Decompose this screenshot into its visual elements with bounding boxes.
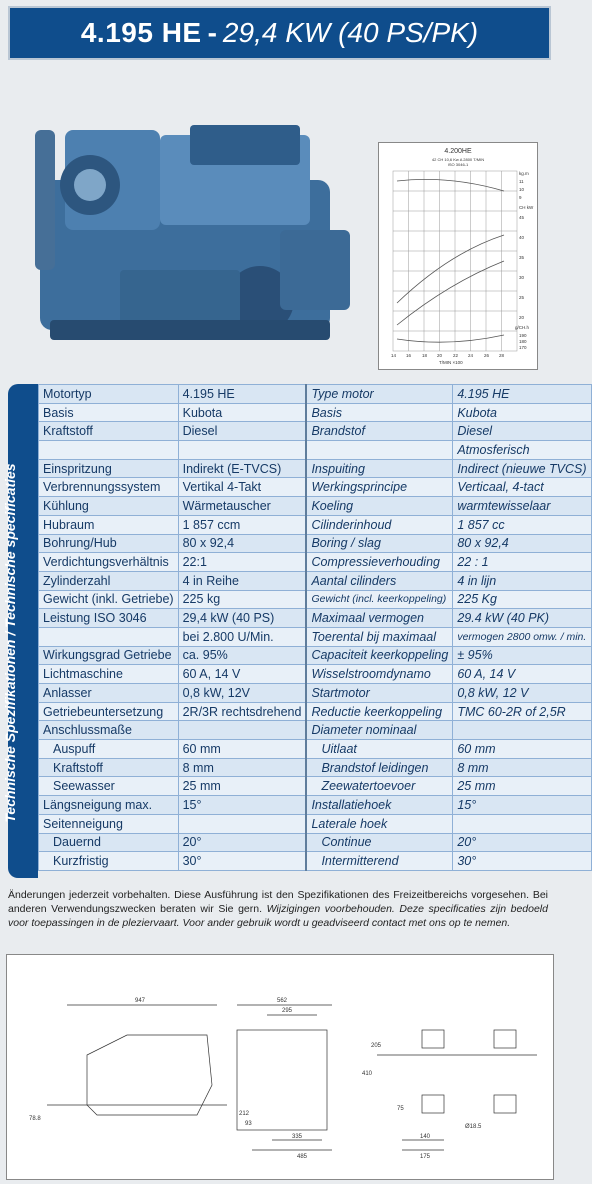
title-separator: - (207, 17, 217, 48)
disclaimer-de: Änderungen jederzeit vorbehalten. Diese Ausführung ist den Spezifikationen des Freizeitbereichs vorgesehen. Bei anderen Verwendungszwecken beraten wir Sie gern. (8, 889, 548, 915)
spec-value-de (178, 814, 306, 833)
spec-label-nl: Boring / slag (306, 534, 452, 553)
spec-row (39, 590, 592, 609)
spec-table-panel (2, 384, 587, 878)
spec-value-nl: Kubota (453, 403, 591, 422)
graph-subtitle-1: 42 CH 10,6 Kw A 2800 T/MIN (431, 157, 485, 162)
x-tick: 20 (437, 353, 443, 358)
spec-label-de: Leistung ISO 3046 (39, 609, 179, 628)
spec-value-nl: 4 in lijn (453, 571, 591, 590)
spec-label-nl: Uitlaat (306, 740, 452, 759)
spec-label-nl: Type motor (306, 385, 452, 404)
spec-sidebar-label: Technische Spezifikationen / Technische specificaties (2, 463, 18, 823)
spec-label-nl: Basis (306, 403, 452, 422)
spec-label-nl: Toerental bij maximaal (306, 627, 452, 646)
spec-row (39, 702, 592, 721)
spec-value-de: bei 2.800 U/Min. (178, 627, 306, 646)
spec-label-de: Anschlussmaße (39, 721, 179, 740)
spec-label-de: Basis (39, 403, 179, 422)
graph-title: 4.200HE (444, 148, 472, 155)
y-mid-tick: 20 (519, 315, 525, 320)
spec-label-de: Bohrung/Hub (39, 534, 179, 553)
spec-row (39, 852, 592, 871)
dim-bolt: Ø18.5 (465, 1124, 482, 1130)
dim-947: 947 (135, 998, 146, 1004)
spec-row (39, 553, 592, 572)
spec-row (39, 796, 592, 815)
spec-value-de: 15° (178, 796, 306, 815)
spec-value-de: 25 mm (178, 777, 306, 796)
spec-row (39, 777, 592, 796)
spec-value-nl: 30° (453, 852, 591, 871)
spec-label-nl: Compressieverhouding (306, 553, 452, 572)
y-mid-tick: 25 (519, 295, 525, 300)
spec-value-de: Diesel (178, 422, 306, 441)
engine-photo (20, 110, 360, 360)
spec-row (39, 646, 592, 665)
spec-value-nl: 20° (453, 833, 591, 852)
spec-row (39, 534, 592, 553)
dim-485: 485 (297, 1154, 308, 1160)
spec-label-de: Getriebeuntersetzung (39, 702, 179, 721)
y-bot-tick: 170 (519, 345, 527, 350)
dimension-drawings (6, 954, 554, 1180)
spec-label-nl (306, 441, 452, 460)
x-tick: 26 (484, 353, 490, 358)
spec-value-nl: 29.4 kW (40 PK) (453, 609, 591, 628)
spec-value-de: 4.195 HE (178, 385, 306, 404)
spec-label-nl: Diameter nominaal (306, 721, 452, 740)
spec-value-nl: 0,8 kW, 12 V (453, 684, 591, 703)
spec-label-de: Hubraum (39, 515, 179, 534)
y-top-tick: 10 (519, 187, 525, 192)
spec-value-de: 22:1 (178, 553, 306, 572)
spec-row (39, 571, 592, 590)
torque-curve (397, 179, 504, 191)
spec-value-nl: 25 mm (453, 777, 591, 796)
spec-value-de: 8 mm (178, 758, 306, 777)
spec-label-de: Gewicht (inkl. Getriebe) (39, 590, 179, 609)
dim-212: 212 (239, 1111, 250, 1117)
y-bot-tick: 180 (519, 339, 527, 344)
disclaimer-nl: Wijzigingen voorbehouden. Deze specificaties zijn bedoeld voor toepassingen in de pleziervaart. Voor ander gebruik wordt u geadviseerd contact met ons op te nemen. (8, 903, 548, 929)
y-top-tick: 9 (519, 195, 522, 200)
spec-label-de: Seewasser (39, 777, 179, 796)
y-top-label: kg.m (519, 171, 529, 176)
spec-label-nl: Reductie keerkoppeling (306, 702, 452, 721)
spec-label-nl: Maximaal vermogen (306, 609, 452, 628)
spec-row (39, 684, 592, 703)
spec-value-de (178, 441, 306, 460)
x-tick: 16 (406, 353, 412, 358)
spec-row (39, 740, 592, 759)
spec-value-nl (453, 721, 591, 740)
power-curve-2 (397, 261, 504, 325)
spec-value-de: 20° (178, 833, 306, 852)
spec-value-de: 30° (178, 852, 306, 871)
y-top-tick: 11 (519, 179, 524, 184)
spec-value-nl: 60 mm (453, 740, 591, 759)
spec-value-de: 29,4 kW (40 PS) (178, 609, 306, 628)
spec-value-nl: 22 : 1 (453, 553, 591, 572)
spec-value-nl: vermogen 2800 omw. / min. (453, 627, 591, 646)
dim-205: 205 (371, 1043, 382, 1049)
spec-row (39, 609, 592, 628)
x-tick: 28 (499, 353, 505, 358)
spec-label-nl: Capaciteit keerkoppeling (306, 646, 452, 665)
spec-row (39, 515, 592, 534)
dim-75: 75 (397, 1106, 404, 1112)
dim-410: 410 (362, 1071, 373, 1077)
spec-row (39, 833, 592, 852)
spec-label-de: Kurzfristig (39, 852, 179, 871)
spec-value-nl: 4.195 HE (453, 385, 591, 404)
spec-label-de: Dauernd (39, 833, 179, 852)
x-axis-label: T/MIN ×100 (439, 360, 463, 365)
spec-value-nl: 225 Kg (453, 590, 591, 609)
disclaimer (8, 888, 548, 930)
spec-label-nl: Aantal cilinders (306, 571, 452, 590)
spec-value-nl: ± 95% (453, 646, 591, 665)
spec-value-nl: Diesel (453, 422, 591, 441)
dim-335: 335 (292, 1134, 303, 1140)
spec-label-nl: Intermitterend (306, 852, 452, 871)
spec-value-de: 80 x 92,4 (178, 534, 306, 553)
spec-value-nl: Verticaal, 4-tact (453, 478, 591, 497)
spec-label-nl: Installatiehoek (306, 796, 452, 815)
spec-row (39, 665, 592, 684)
spec-value-de: Vertikal 4-Takt (178, 478, 306, 497)
performance-graph (378, 142, 538, 370)
spec-label-nl: Startmotor (306, 684, 452, 703)
spec-value-de: ca. 95% (178, 646, 306, 665)
spec-value-nl: Indirect (nieuwe TVCS) (453, 459, 591, 478)
y-bot-tick: 190 (519, 333, 527, 338)
y-mid-tick: 40 (519, 235, 525, 240)
spec-row (39, 814, 592, 833)
spec-value-de (178, 721, 306, 740)
spec-row (39, 403, 592, 422)
spec-label-de: Verdichtungsverhältnis (39, 553, 179, 572)
spec-label-nl: Zeewatertoevoer (306, 777, 452, 796)
dim-78: 78.8 (29, 1116, 41, 1122)
spec-label-de (39, 441, 179, 460)
spec-value-de: 60 mm (178, 740, 306, 759)
spec-value-de: 2R/3R rechtsdrehend (178, 702, 306, 721)
dim-562: 562 (277, 998, 288, 1004)
spec-label-de: Verbrennungssystem (39, 478, 179, 497)
spec-label-nl: Wisselstroomdynamo (306, 665, 452, 684)
spec-label-nl: Brandstof (306, 422, 452, 441)
spec-label-nl: Continue (306, 833, 452, 852)
spec-value-nl (453, 814, 591, 833)
spec-row (39, 758, 592, 777)
spec-label-de: Einspritzung (39, 459, 179, 478)
spec-label-de: Auspuff (39, 740, 179, 759)
spec-row (39, 441, 592, 460)
spec-value-nl: 1 857 cc (453, 515, 591, 534)
spec-value-de: 1 857 ccm (178, 515, 306, 534)
spec-row (39, 459, 592, 478)
spec-row (39, 478, 592, 497)
title-banner (8, 6, 551, 60)
spec-row (39, 627, 592, 646)
engine-power: 29,4 KW (40 PS/PK) (222, 17, 479, 48)
spec-label-de: Seitenneigung (39, 814, 179, 833)
spec-label-de: Kraftstoff (39, 758, 179, 777)
dim-140: 140 (420, 1134, 431, 1140)
spec-row (39, 497, 592, 516)
spec-value-de: 0,8 kW, 12V (178, 684, 306, 703)
spec-label-nl: Inspuiting (306, 459, 452, 478)
spec-value-nl: Atmosferisch (453, 441, 591, 460)
y-mid-tick: 30 (519, 275, 525, 280)
spec-label-nl: Cilinderinhoud (306, 515, 452, 534)
spec-label-de: Anlasser (39, 684, 179, 703)
spec-value-nl: warmtewisselaar (453, 497, 591, 516)
spec-label-de: Lichtmaschine (39, 665, 179, 684)
spec-row (39, 385, 592, 404)
spec-label-nl: Gewicht (incl. keerkoppeling) (306, 590, 452, 609)
y-mid-label: CH kW (519, 205, 534, 210)
dim-175: 175 (420, 1154, 431, 1160)
spec-value-de: 60 A, 14 V (178, 665, 306, 684)
spec-label-nl: Koeling (306, 497, 452, 516)
spec-value-nl: TMC 60-2R of 2,5R (453, 702, 591, 721)
spec-table (38, 384, 592, 871)
spec-label-nl: Werkingsprincipe (306, 478, 452, 497)
spec-value-nl: 8 mm (453, 758, 591, 777)
spec-label-de: Längsneigung max. (39, 796, 179, 815)
x-tick: 18 (422, 353, 428, 358)
x-tick: 22 (453, 353, 459, 358)
spec-label-nl: Brandstof leidingen (306, 758, 452, 777)
spec-row (39, 721, 592, 740)
spec-value-nl: 60 A, 14 V (453, 665, 591, 684)
dim-93: 93 (245, 1121, 252, 1127)
spec-sidebar (2, 384, 38, 878)
consumption-curve (397, 335, 504, 342)
spec-label-de (39, 627, 179, 646)
spec-value-nl: 80 x 92,4 (453, 534, 591, 553)
spec-value-de: 4 in Reihe (178, 571, 306, 590)
spec-row (39, 422, 592, 441)
y-mid-tick: 45 (519, 215, 525, 220)
spec-label-nl: Laterale hoek (306, 814, 452, 833)
graph-subtitle-2: ISO 3046-1 (447, 162, 469, 167)
power-curve-1 (397, 235, 504, 303)
spec-label-de: Wirkungsgrad Getriebe (39, 646, 179, 665)
x-tick: 24 (468, 353, 474, 358)
spec-value-de: Kubota (178, 403, 306, 422)
spec-label-de: Kraftstoff (39, 422, 179, 441)
y-mid-tick: 35 (519, 255, 525, 260)
spec-label-de: Kühlung (39, 497, 179, 516)
x-tick: 14 (391, 353, 397, 358)
y-bot-label: g/CH.h (515, 325, 530, 330)
spec-label-de: Zylinderzahl (39, 571, 179, 590)
spec-value-nl: 15° (453, 796, 591, 815)
engine-model: 4.195 HE (80, 17, 202, 48)
spec-value-de: 225 kg (178, 590, 306, 609)
spec-value-de: Wärmetauscher (178, 497, 306, 516)
dim-295: 295 (282, 1008, 293, 1014)
spec-value-de: Indirekt (E-TVCS) (178, 459, 306, 478)
spec-label-de: Motortyp (39, 385, 179, 404)
